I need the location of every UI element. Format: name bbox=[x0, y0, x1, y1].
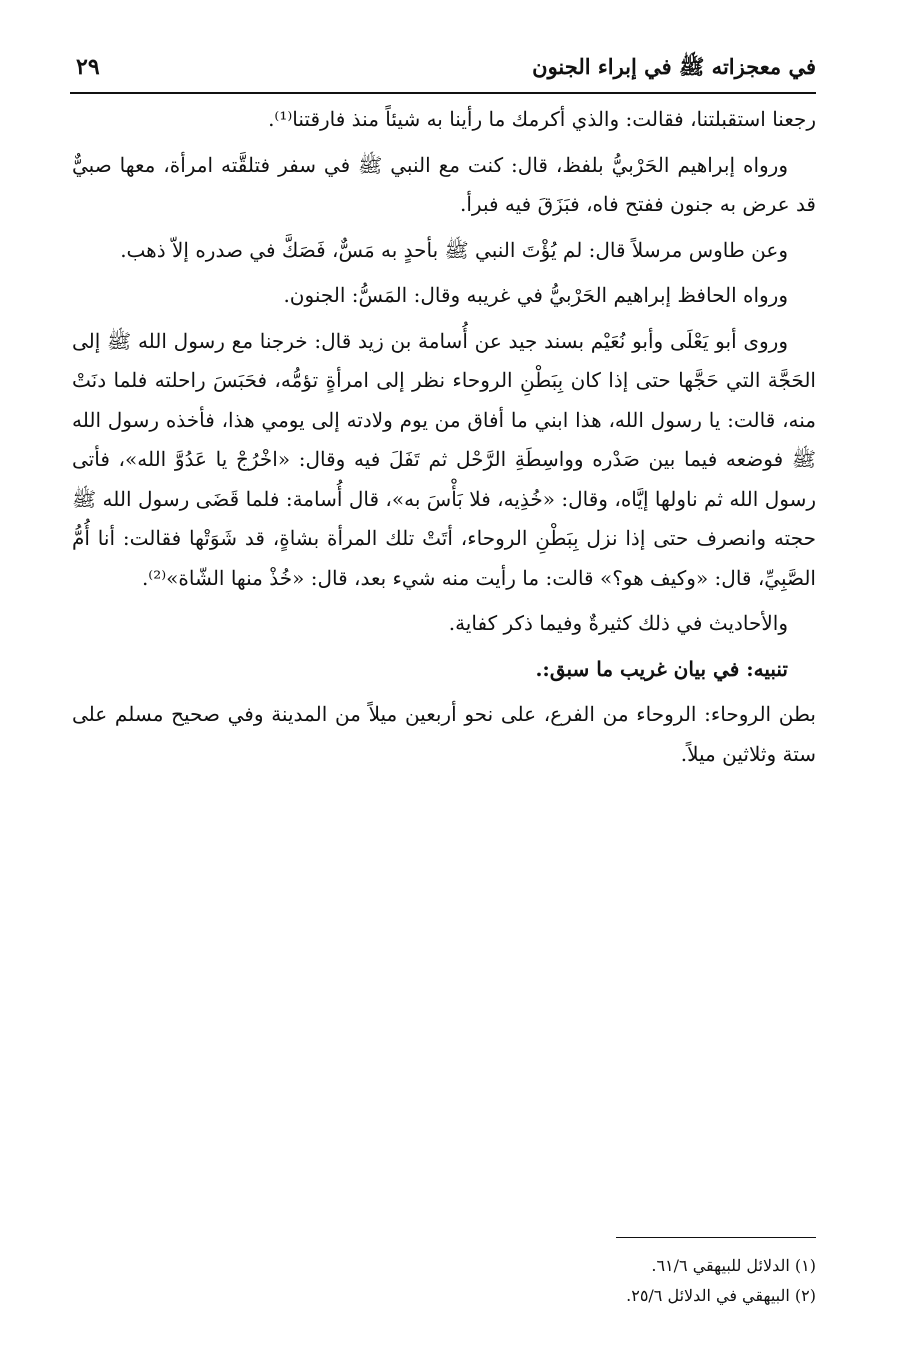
paragraph-4: ورواه الحافظ إبراهيم الحَرْبيُّ في غريبه وقال: المَسُّ: الجنون. bbox=[283, 283, 788, 307]
header-title: في معجزاته ﷺ في إبراء الجنون bbox=[532, 54, 816, 79]
notice-heading: تنبيه: في بيان غريب ما سبق:. bbox=[535, 656, 788, 681]
definition-paragraph: بطن الروحاء: الروحاء من الفرع، على نحو أربعين ميلاً من المدينة وفي صحيح مسلم على ستة وثلاثين ميلاً. bbox=[72, 702, 816, 766]
paragraph-6: والأحاديث في ذلك كثيرةٌ وفيما ذكر كفاية. bbox=[448, 611, 788, 635]
running-header bbox=[70, 50, 816, 94]
footnote-2: (٢) البيهقي في الدلائل ٢٥/٦. bbox=[626, 1286, 816, 1305]
paragraph-3: وعن طاوس مرسلاً قال: لم يُؤْتَ النبي ﷺ بأحدٍ به مَسٌّ، فَصَكَّ في صدره إلاّ ذهب. bbox=[120, 237, 788, 262]
paragraph-2: ورواه إبراهيم الحَرْبيُّ بلفظ، قال: كنت مع النبي ﷺ في سفر فتلقَّته امرأة، معها صبيٌّ قد عرض به جنون ففتح فاه، فبَزَقَ فيه فبرأ. bbox=[72, 152, 816, 216]
footnote-1: (١) الدلائل للبيهقي ٦١/٦. bbox=[651, 1256, 816, 1275]
main-text bbox=[72, 100, 816, 780]
footnote-list bbox=[72, 1251, 816, 1311]
footnote-separator bbox=[616, 1237, 816, 1238]
paragraph-5: وروى أبو يَعْلَى وأبو نُعَيْم بسند جيد عن أُسامة بن زيد قال: خرجنا مع رسول الله ﷺ إلى الحَجَّة التي حَجَّها حتى إذا كان بِبَطْنِ الروحاء نظر إلى امرأةٍ تؤمُّه، فحَبَسَ راحلته فلما دنَتْ منه، قالت: يا رسول الله، هذا ابني ما أفاق من يوم ولادته إلى يومي هذا، فأخذه رسول الله ﷺ فوضعه فيما بين صَدْره وواسِطَةِ الرَّحْل ثم تَفَلَ فيه وقال: «اخْرُجْ يا عَدُوَّ الله»، فأتى رسول الله ثم ناولها إيَّاه، وقال: «خُذِيه، فلا بَأْسَ به»، قال أُسامة: فلما قَضَى رسول الله ﷺ حجته وانصرف حتى إذا نزل بِبَطْنِ الروحاء، أتَتْ تلك المرأة بشاةٍ، قد شَوَتْها فقالت: أنا أُمُّ الصَّبِيِّ، قال: «وكيف هو؟» قالت: ما رأيت منه شيء بعد، قال: «خُذْ منها الشّاة»⁽²⁾. bbox=[72, 328, 816, 590]
page-number: ٢٩ bbox=[76, 54, 100, 80]
paragraph-1: رجعنا استقبلتنا، فقالت: والذي أكرمك ما رأينا به شيئاً منذ فارقتنا⁽¹⁾. bbox=[268, 107, 816, 131]
